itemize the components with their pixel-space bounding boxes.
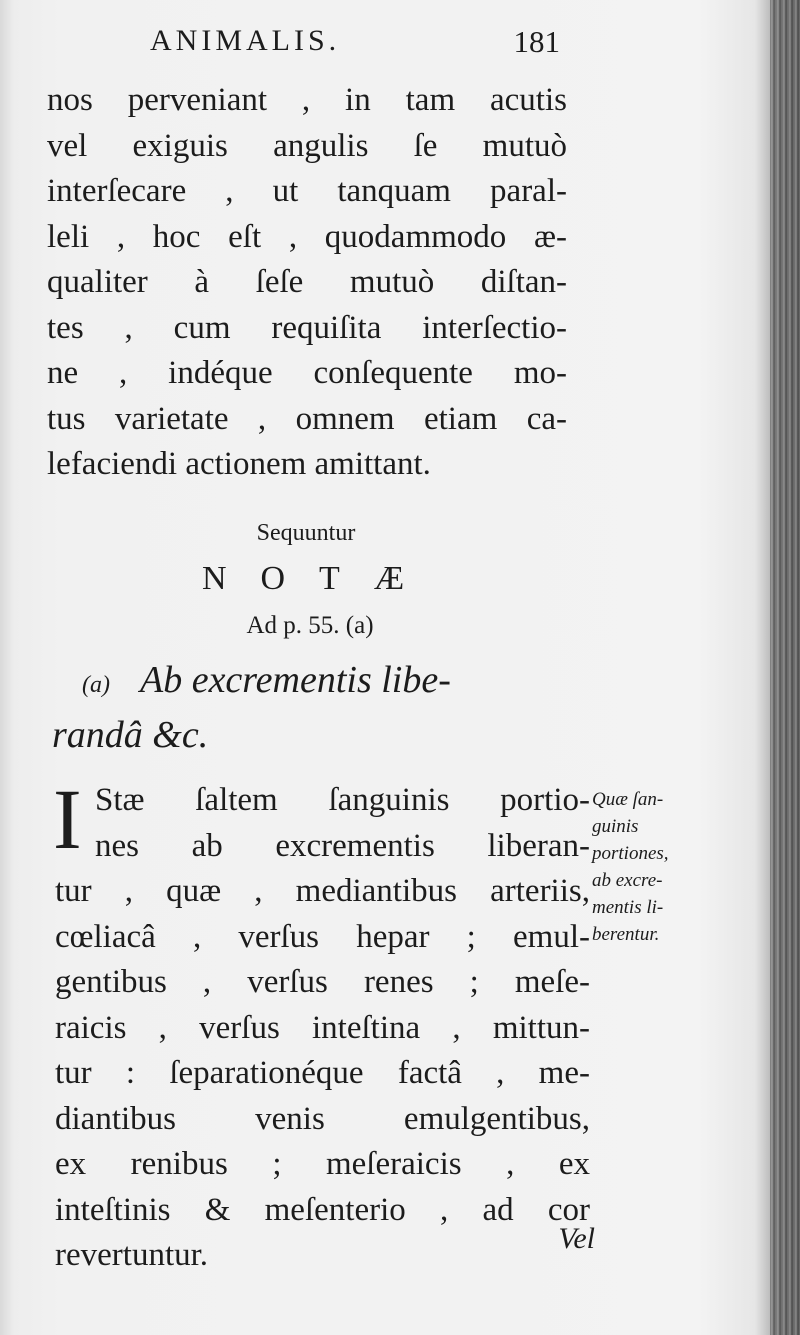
- text-line: gentibus , verſus renes ; meſe-: [55, 964, 590, 1000]
- margin-note-line: Quæ ſan-: [592, 789, 664, 810]
- text-line: nes ab excrementis liberan-: [95, 827, 590, 864]
- margin-note-line: ab excre-: [592, 870, 663, 891]
- text-line: ex renibus ; meſeraicis , ex: [55, 1146, 590, 1182]
- text-line: nos perveniant , in tam acutis: [47, 82, 567, 118]
- margin-note-line: mentis li-: [592, 897, 664, 918]
- paragraph-1: [47, 78, 567, 488]
- text-line: diantibus venis emulgentibus,: [55, 1100, 590, 1137]
- text-line: raicis , verſus inteſtina , mittun-: [55, 1009, 590, 1046]
- heading-page-reference: Ad p. 55. (a): [246, 612, 374, 639]
- text-line: ne , indéque conſequente mo-: [47, 355, 567, 391]
- text-line: lefaciendi actionem amittant.: [47, 446, 431, 482]
- paragraph-2: [53, 771, 590, 1279]
- text-line: qualiter à ſeſe mutuò diſtan-: [47, 264, 567, 300]
- lemma-text: Ab excrementis libe-: [139, 659, 451, 701]
- text-line: tus varietate , omnem etiam ca-: [47, 400, 567, 437]
- text-line: leli , hoc eſt , quodammodo æ-: [47, 218, 567, 255]
- page-edge-shadow: [770, 0, 800, 1335]
- drop-cap: I: [53, 771, 82, 867]
- margin-note-line: guinis: [592, 816, 639, 837]
- lemma-line: randâ &c.: [52, 714, 209, 756]
- catchword: Vel: [558, 1222, 595, 1255]
- text-line: tur : ſeparationéque factâ , me-: [55, 1055, 590, 1091]
- margin-note: [592, 786, 712, 948]
- note-marker: (a): [82, 672, 110, 698]
- heading-notae: NOTÆ: [201, 560, 439, 597]
- text-line: Stæ ſaltem ſanguinis portio-: [95, 782, 590, 818]
- text-line: vel exiguis angulis ſe mutuò: [47, 127, 567, 164]
- note-lemma: [52, 655, 577, 760]
- heading-sequuntur: Sequuntur: [256, 520, 356, 546]
- text-line: cœliacâ , verſus hepar ; emul-: [55, 918, 590, 955]
- text-line: inteſtinis & meſenterio , ad cor: [55, 1191, 590, 1228]
- page-header: [150, 24, 560, 64]
- margin-note-line: berentur.: [592, 924, 660, 945]
- lemma-line: [52, 655, 577, 710]
- text-line: tur , quæ , mediantibus arteriis,: [55, 873, 590, 909]
- running-head: ANIMALIS.: [150, 24, 341, 57]
- page-number: 181: [513, 24, 560, 59]
- margin-note-line: portiones,: [592, 843, 669, 864]
- text-line: revertuntur.: [55, 1237, 209, 1273]
- text-line: tes , cum requiſita interſectio-: [47, 309, 567, 346]
- text-line: interſecare , ut tanquam paral-: [47, 173, 567, 209]
